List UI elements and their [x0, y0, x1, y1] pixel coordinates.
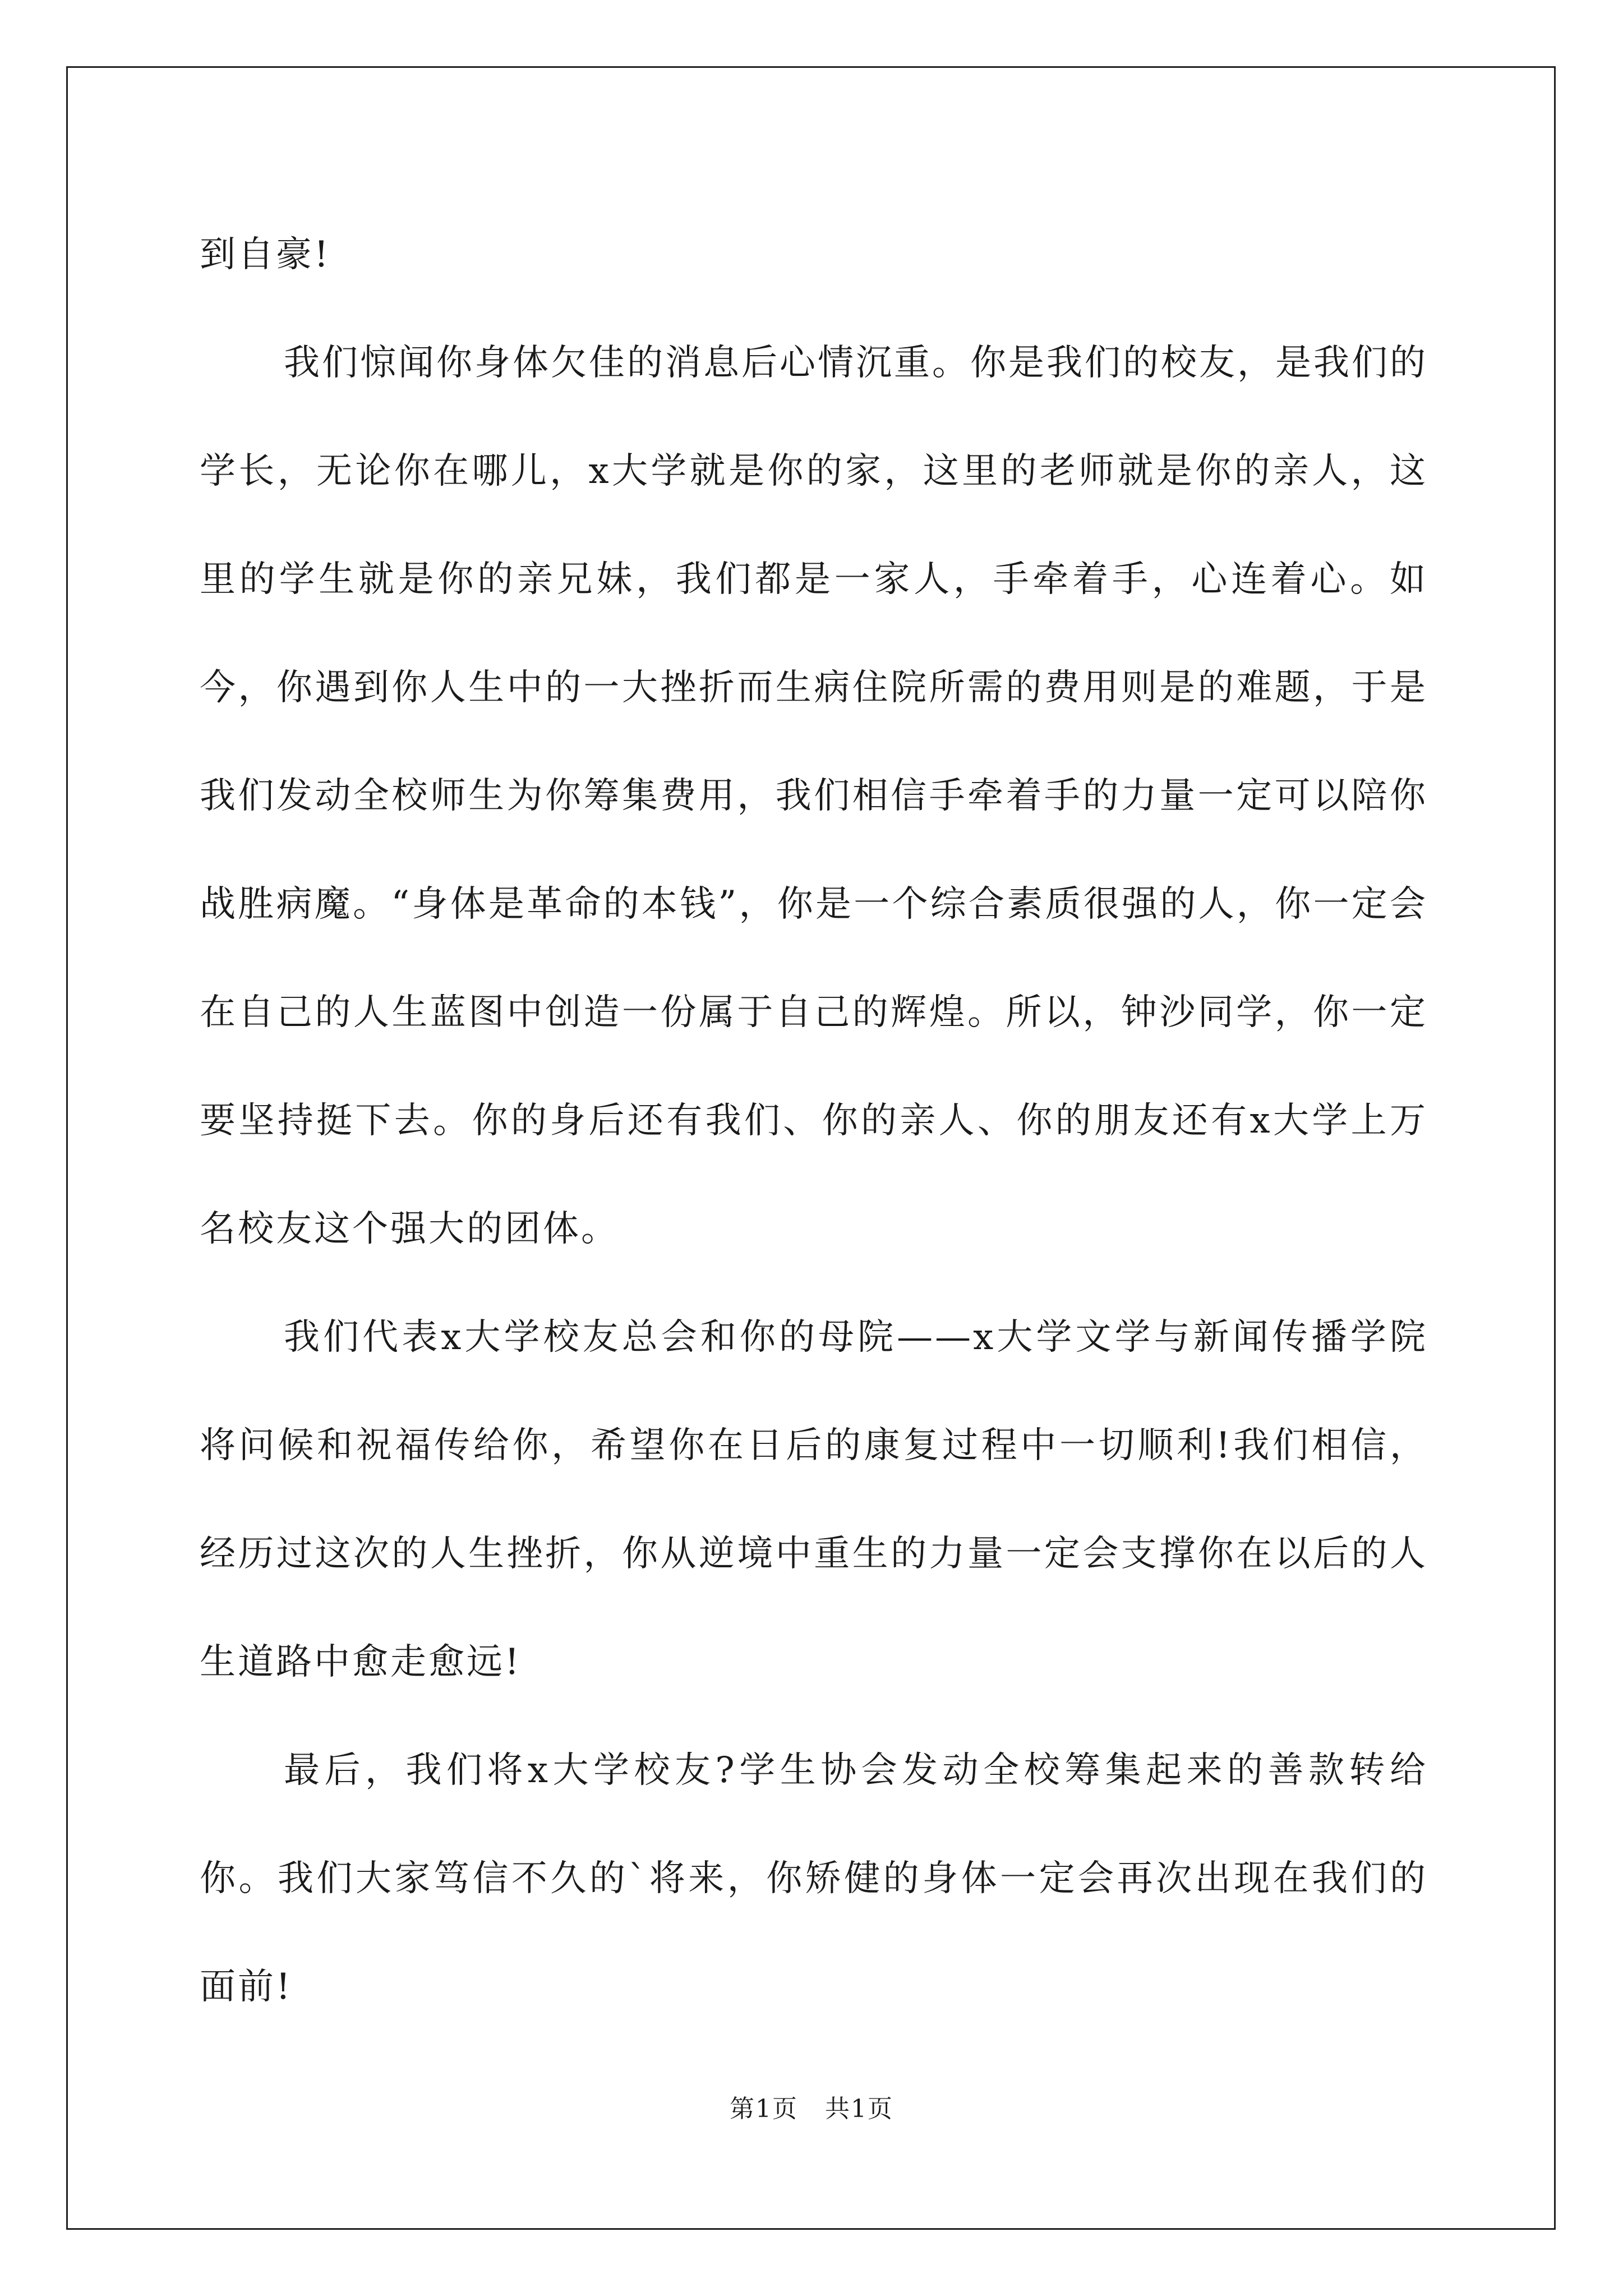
- page-footer: [0, 2092, 1623, 2126]
- paragraph-2: 我们代表x大学校友总会和你的母院——x大学文学与新闻传播学院将问候和祝福传给你，希望你在日后的康复过程中一切顺利!我们相信，经历过这次的人生挫折，你从逆境中重生的力量一定会支撑你在以后的人生道路中愈走愈远!: [200, 1317, 1428, 1683]
- paragraph-3: 最后，我们将x大学校友?学生协会发动全校筹集起来的善款转给你。我们大家笃信不久的`将来，你矫健的身体一定会再次出现在我们的面前!: [200, 1750, 1428, 2008]
- page-number: 第1页 共1页: [730, 2095, 893, 2123]
- paragraph-1: 我们惊闻你身体欠佳的消息后心情沉重。你是我们的校友，是我们的学长，无论你在哪儿，x大学就是你的家，这里的老师就是你的亲人，这里的学生就是你的亲兄妹，我们都是一家人，手牵着手，心连着心。如今，你遇到你人生中的一大挫折而生病住院所需的费用则是的难题，于是我们发动全校师生为你筹集费用，我们相信手牵着手的力量一定可以陪你战胜病魔。“身体是革命的本钱”，你是一个综合素质很强的人，你一定会在自己的人生蓝图中创造一份属于自己的辉煌。所以，钟沙同学，你一定要坚持挺下去。你的身后还有我们、你的亲人、你的朋友还有x大学上万名校友这个强大的团体。: [200, 342, 1428, 1250]
- paragraph-0: 到自豪!: [200, 234, 331, 275]
- document-body: [200, 201, 1428, 2041]
